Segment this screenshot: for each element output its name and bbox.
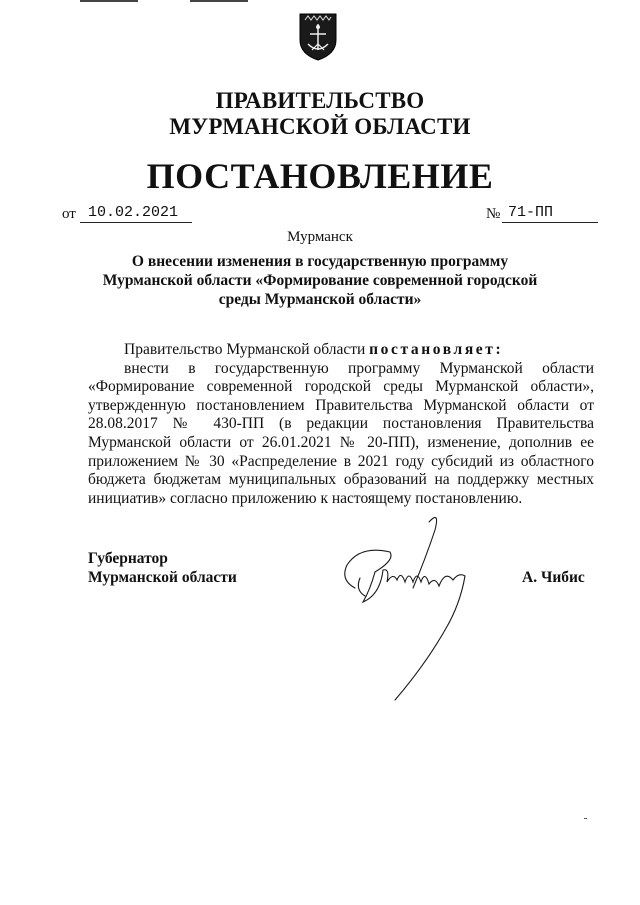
decree-body — [88, 341, 594, 508]
coat-of-arms-icon — [296, 10, 340, 62]
intro-keyword: постановляет: — [369, 341, 504, 358]
number-prefix: № — [486, 206, 501, 222]
top-scan-line-left — [80, 0, 138, 2]
main-paragraph: внести в государственную программу Мурманской области «Формирование современной городской среды Мурманской области», утвержденную постановлением Правительства Мурманской области от 28.08.2017 № 430-ПП (в редакции постановления Правительства Мурманской области от 26.01.2021 № 20-ПП), изменение, дополнив ее приложением № 30 «Распределение в 2021 году субсидий из областного бюджета бюджетам муниципальных образований на поддержку местных инициатив» согласно приложению к настоящему постановлению. — [88, 359, 594, 507]
signatory-name: А. Чибис — [522, 569, 585, 586]
intro-prefix: Правительство Мурманской области — [124, 341, 370, 358]
city-name: Мурманск — [287, 229, 353, 245]
document-date: 10.02.2021 — [88, 204, 179, 221]
government-title-line2: МУРМАНСКОЙ ОБЛАСТИ — [169, 114, 471, 139]
government-title-line1: ПРАВИТЕЛЬСТВО — [215, 88, 425, 113]
intro-sentence — [88, 341, 594, 360]
date-underline — [80, 222, 192, 223]
signatory-position-line1: Губернатор — [88, 550, 168, 567]
signatory-position-line2: Мурманской области — [88, 569, 237, 586]
scan-mark — [584, 818, 587, 819]
top-scan-line-right — [190, 0, 248, 2]
date-prefix: от — [62, 206, 76, 222]
decree-subject-line2: Мурманской области «Формирование современной городской — [102, 272, 538, 289]
document-number: 71-ПП — [508, 204, 554, 221]
document-type-title: ПОСТАНОВЛЕНИЕ — [146, 156, 494, 196]
decree-subject-line1: О внесении изменения в государственную программу — [131, 253, 509, 270]
decree-subject-line3: среды Мурманской области» — [218, 291, 422, 308]
handwritten-signature — [335, 510, 495, 710]
number-underline — [502, 222, 598, 223]
